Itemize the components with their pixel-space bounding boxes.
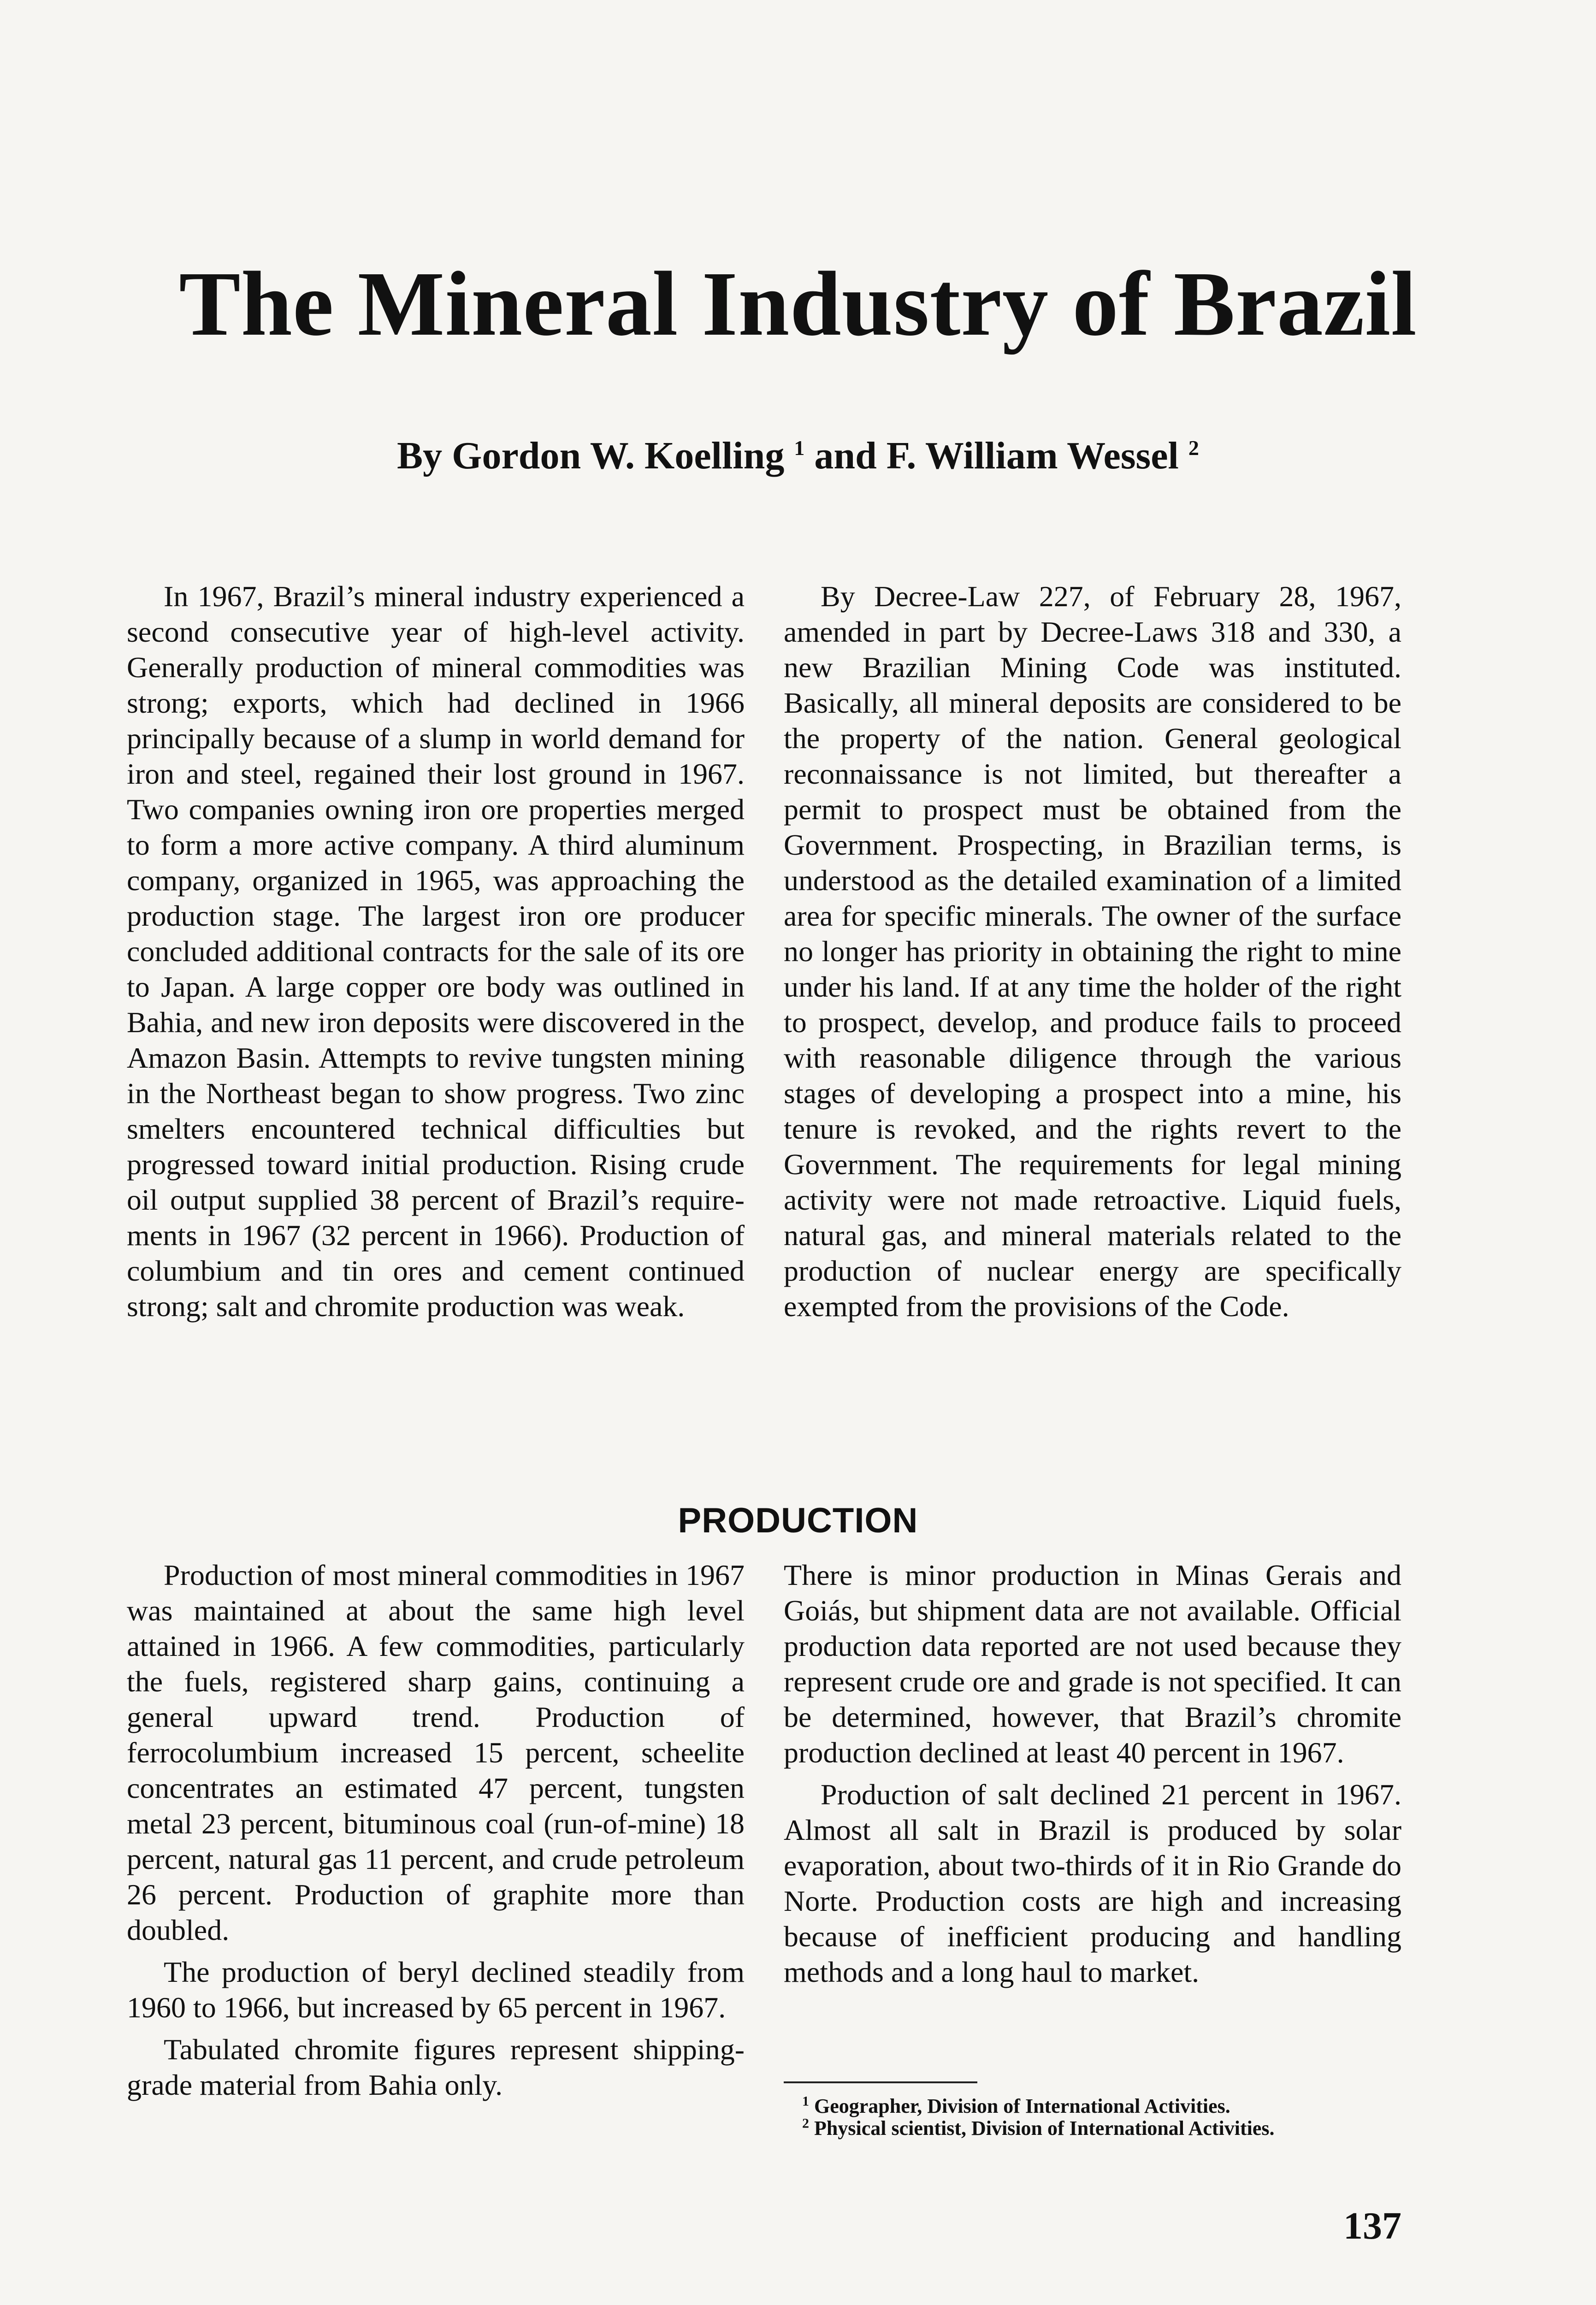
footnote xyxy=(784,2117,1401,2140)
footnote-number: 2 xyxy=(802,2116,809,2131)
intro-paragraph: By Decree-Law 227, of February 28, 1967, amended in part by Decree-Laws 318 and 330, a new Brazilian Mining Code was instituted. Basically, all mineral deposits are considered to be the property of the nation. General geological reconnaissance is not limited, but thereafter a permit to prospect must be obtained from the Government. Prospecting, in Brazilian terms, is understood as the detailed examination of a limited area for specific minerals. The owner of the surface no longer has priority in obtaining the right to mine under his land. If at any time the holder of the right to prospect, develop, and produce fails to proceed with reasonable diligence through the various stages of developing a prospect into a mine, his tenure is revoked, and the rights revert to the Government. The requirements for legal mining activity were not made retroactive. Liquid fuels, natural gas, and mineral materials related to the production of nuclear energy are specifically exempted from the provisions of the Code. xyxy=(784,580,1401,1323)
body-paragraph: Tabulated chromite figures represent shipping-grade material from Bahia only. xyxy=(127,2033,745,2101)
page-number: 137 xyxy=(1343,2205,1401,2247)
article-title: The Mineral Industry of Brazil xyxy=(179,253,1417,355)
production-right-column xyxy=(784,1557,1401,1990)
section-heading-production: PRODUCTION xyxy=(678,1501,918,1540)
intro-paragraph: In 1967, Brazil’s mineral industry experienced a second consecutive year of high-level activity. Generally production of mineral commodities was strong; exports, which had declined in 1966 principally because of a slump in world demand for iron and steel, regained their lost ground in 1967. Two companies owning iron ore properties merged to form a more active company. A third aluminum company, organized in 1965, was approaching the production stage. The largest iron ore producer concluded additional contracts for the sale of its ore to Japan. A large copper ore body was outlined in Bahia, and new iron deposits were discovered in the Amazon Basin. Attempts to revive tungsten mining in the Northeast began to show progress. Two zinc smelters encountered technical difficulties but progressed toward initial production. Rising crude oil output supplied 38 percent of Brazil’s requirements in 1967 (32 percent in 1966). Production of columbium and tin ores and cement continued strong; salt and chromite production was weak. xyxy=(127,580,745,1323)
footnote-mark-2[interactable]: 2 xyxy=(1188,436,1199,460)
production-left-column xyxy=(127,1557,745,2103)
body-paragraph: Production of salt declined 21 percent in 1967. Almost all salt in Brazil is produced by solar evaporation, about two-thirds of it in Rio Grande do Norte. Production costs are high and increasing because of inefficient producing and handling methods and a long haul to market. xyxy=(784,1778,1401,1988)
footnote-text: Physical scientist, Division of International Activities. xyxy=(814,2117,1275,2140)
footnotes xyxy=(784,2095,1401,2140)
body-paragraph: Production of most mineral commodities in 1967 was maintained at about the same high level attained in 1966. A few commodities, particularly the fuels, registered sharp gains, continuing a general upward trend. Production of ferrocolumbium increased 15 percent, scheelite concentrates an estimated 47 percent, tungsten metal 23 percent, bituminous coal (run-of-mine) 18 percent, natural gas 11 percent, and crude petroleum 26 percent. Production of graphite more than doubled. xyxy=(127,1559,745,1946)
intro-left-column xyxy=(127,579,745,1324)
intro-right-column xyxy=(784,579,1401,1324)
byline-author-1: By Gordon W. Koelling xyxy=(397,434,785,477)
byline xyxy=(0,433,1596,478)
footnote-divider xyxy=(784,2081,977,2083)
footnote xyxy=(784,2095,1401,2117)
footnote-text: Geographer, Division of International Activities. xyxy=(814,2095,1230,2117)
footnote-number: 1 xyxy=(802,2093,809,2109)
body-paragraph: The production of beryl declined steadily from 1960 to 1966, but increased by 65 percent in 1967. xyxy=(127,1956,745,2024)
footnote-mark-1[interactable]: 1 xyxy=(794,436,805,460)
body-paragraph: There is minor production in Minas Gerais and Goiás, but shipment data are not available. Official production data reported are not used because they represent crude ore and grade is not specified. It can be determined, however, that Brazil’s chromite production declined at least 40 percent in 1967. xyxy=(784,1559,1401,1769)
byline-author-2: and F. William Wessel xyxy=(814,434,1179,477)
